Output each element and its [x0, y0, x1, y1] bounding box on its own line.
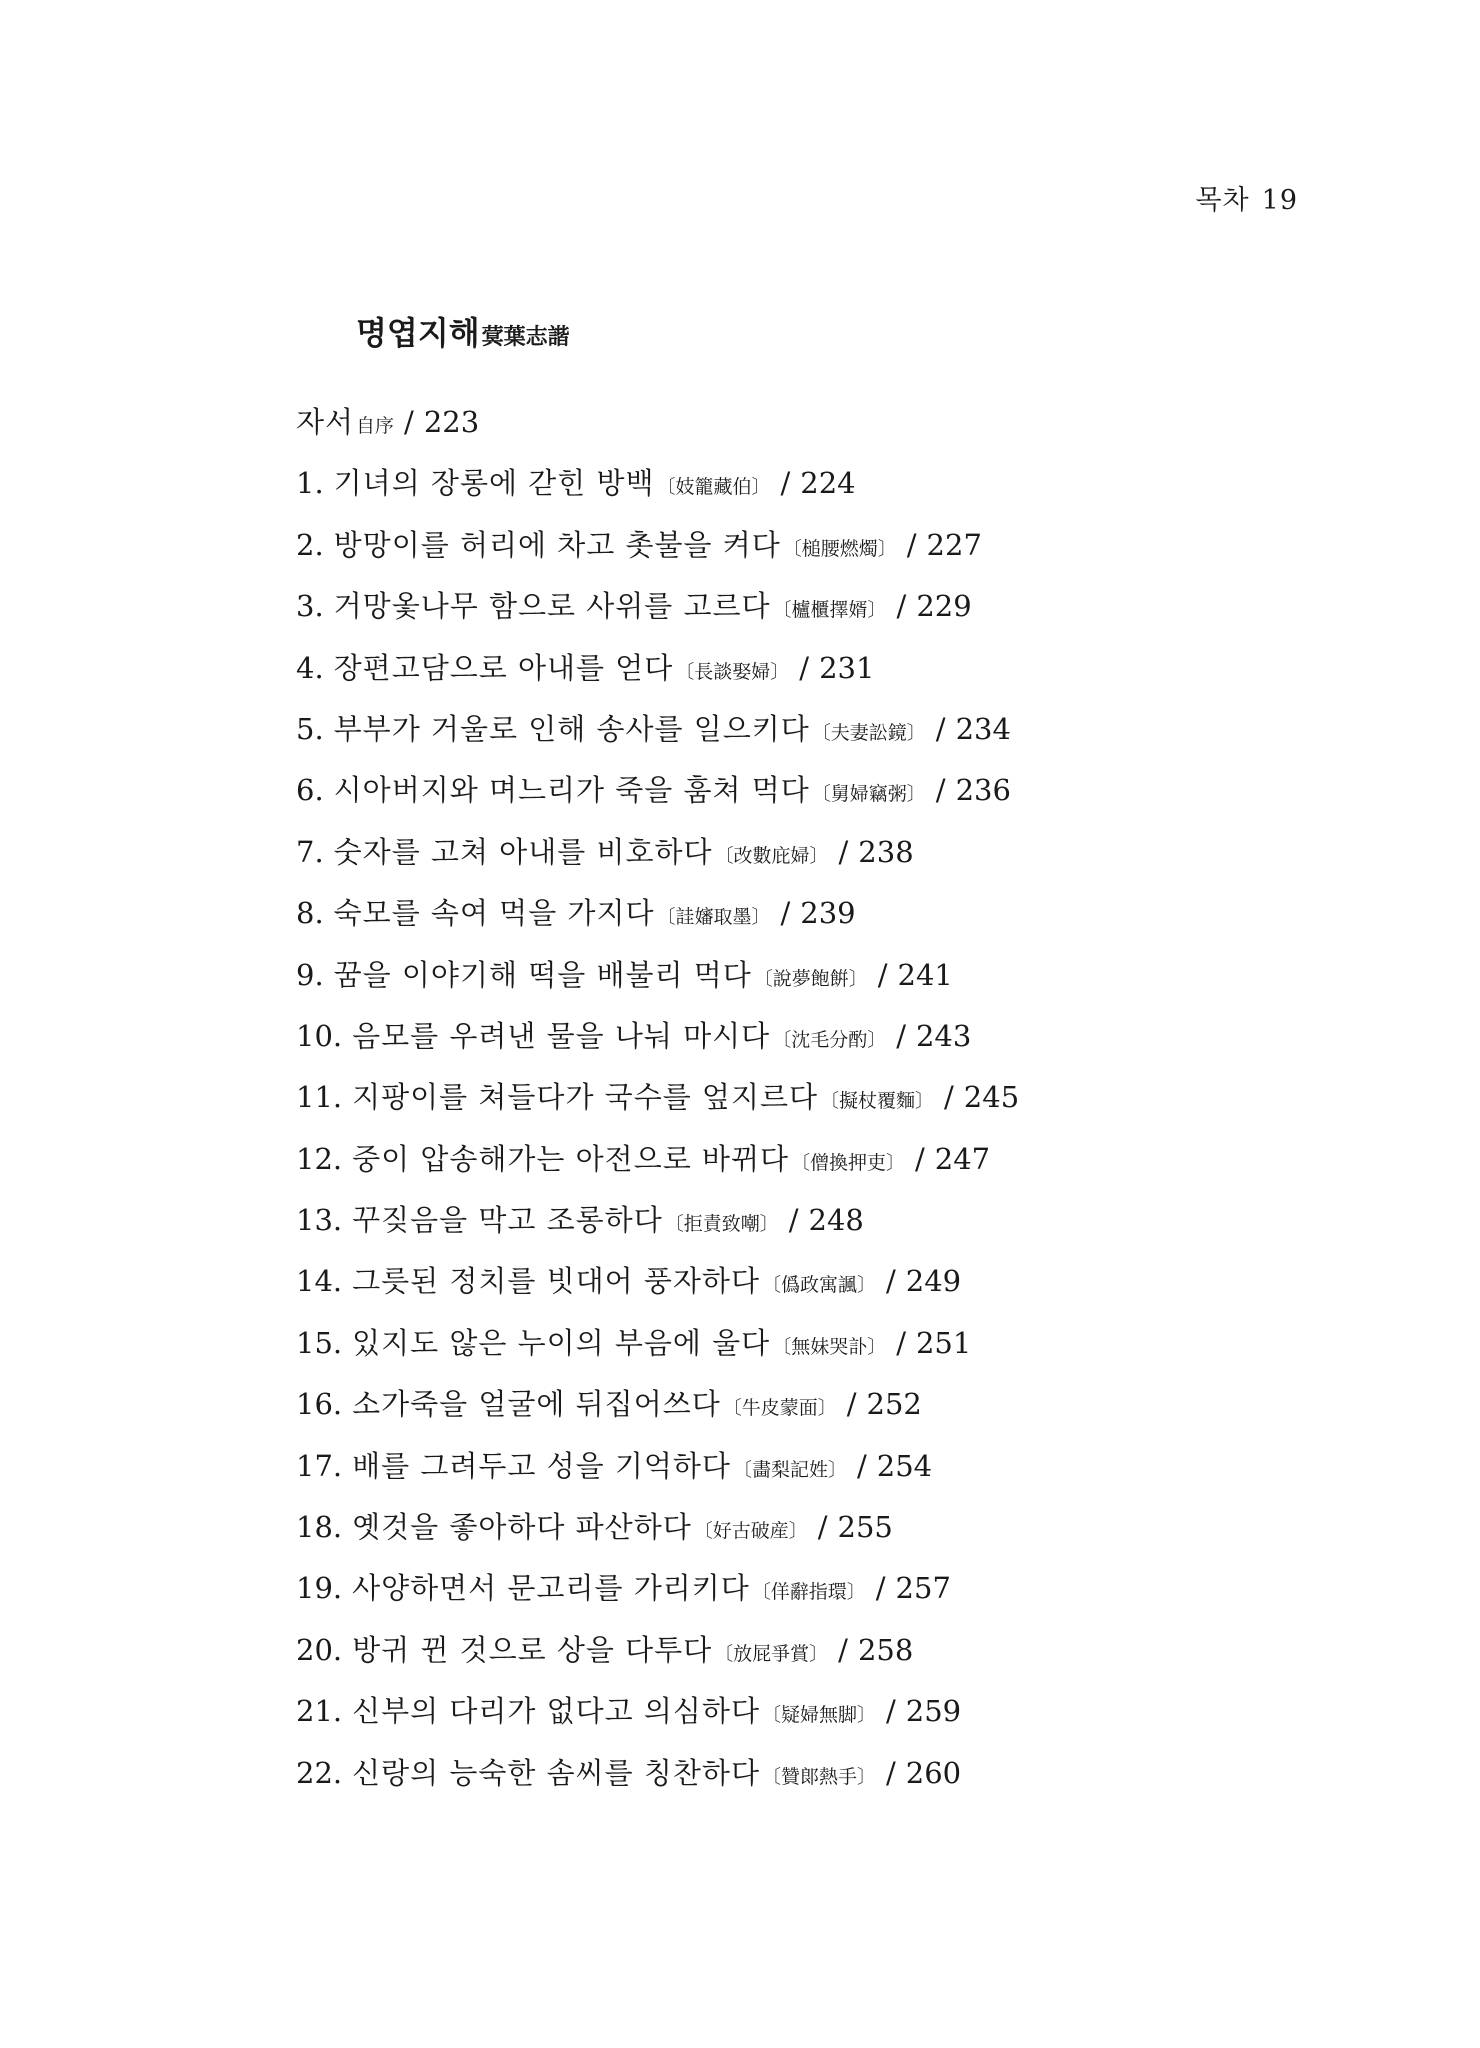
toc-entry-separator: / [780, 466, 791, 501]
toc-entry-separator: / [935, 711, 946, 746]
toc-entry-separator: / [838, 1632, 848, 1667]
toc-entry [296, 1374, 1019, 1435]
toc-entry-number: 7. [296, 834, 324, 869]
toc-entry-hanja: 〔妓籠藏伯〕 [656, 476, 771, 499]
toc-entry-page: 241 [897, 957, 953, 992]
toc-entry-page: 257 [895, 1571, 951, 1606]
toc-entry-title: 중이 압송해가는 아전으로 바뀌다 [352, 1141, 789, 1176]
toc-entry-number: 18. [296, 1510, 343, 1545]
toc-entry-separator: / [780, 896, 791, 931]
toc-entry-title: 꿈을 이야기해 떡을 배불리 먹다 [333, 957, 752, 992]
toc-entry-page: 258 [857, 1632, 914, 1667]
toc-entry-page: 245 [963, 1080, 1020, 1115]
toc-entry [296, 1129, 1019, 1190]
toc-entry [296, 883, 1019, 944]
toc-entry-separator: / [404, 405, 414, 439]
toc-entry-page: 227 [926, 527, 982, 562]
toc-entry-page: 259 [905, 1694, 962, 1729]
toc-entry-separator: / [799, 650, 810, 685]
running-head-label: 목차 [1195, 185, 1250, 216]
toc-entry-separator: / [838, 834, 849, 869]
toc-entry-separator: / [856, 1448, 867, 1483]
toc-entry-page: 223 [423, 405, 480, 439]
toc-entry-separator: / [877, 957, 888, 992]
toc-entry-page: 243 [915, 1018, 972, 1053]
toc-entry-hanja: 〔舅婦竊粥〕 [811, 783, 926, 806]
toc-entry-page: 236 [955, 773, 1011, 808]
toc-entry-number: 9. [296, 957, 324, 992]
toc-entry-page: 229 [916, 589, 972, 624]
toc-entry-title: 부부가 거울로 인해 송사를 일으키다 [333, 711, 810, 746]
toc-entry-number: 11. [296, 1080, 343, 1115]
toc-entry [296, 1743, 1019, 1804]
toc-entry [296, 699, 1019, 760]
toc-entry [296, 1313, 1019, 1374]
toc-entry-separator: / [935, 773, 946, 808]
toc-entry-title: 꾸짖음을 막고 조롱하다 [352, 1203, 663, 1238]
toc-entry [296, 638, 1019, 699]
toc-entry-title: 소가죽을 얼굴에 뒤집어쓰다 [352, 1387, 721, 1422]
toc-entry-separator: / [817, 1510, 828, 1545]
toc-entry-number: 20. [296, 1632, 343, 1667]
toc-entry-title: 옛것을 좋아하다 파산하다 [352, 1510, 692, 1545]
toc-entry-title: 신부의 다리가 없다고 의심하다 [352, 1694, 760, 1729]
toc-entry [296, 945, 1019, 1006]
toc-entry-number: 10. [296, 1018, 343, 1053]
toc-entry [296, 1681, 1019, 1742]
toc-entry-page: 224 [800, 466, 856, 501]
toc-entry-title: 거망옻나무 함으로 사위를 고르다 [333, 589, 771, 624]
toc-entry-separator: / [885, 1694, 896, 1729]
toc-entry-separator: / [846, 1387, 857, 1422]
toc-entry-number: 17. [296, 1448, 343, 1483]
page-number: 19 [1261, 185, 1298, 216]
toc-entry-hanja: 〔好古破産〕 [693, 1520, 808, 1543]
toc-entry-title: 숙모를 속여 먹을 가지다 [333, 896, 655, 931]
toc-entry-hanja: 〔疑婦無脚〕 [761, 1704, 876, 1727]
toc-entry-hanja: 〔拒責致嘲〕 [664, 1213, 779, 1236]
toc-entry [296, 1006, 1019, 1067]
toc-entry [296, 515, 1019, 576]
toc-entry-page: 255 [837, 1510, 893, 1545]
toc-entry-title: 그릇된 정치를 빗대어 풍자하다 [352, 1264, 760, 1299]
running-head [1195, 178, 1298, 217]
toc-entry [296, 760, 1019, 821]
toc-entry-separator: / [885, 1755, 896, 1790]
toc-entry-separator: / [885, 1264, 896, 1299]
toc-entry [296, 1620, 1019, 1681]
toc-entry-hanja: 〔佯辭指環〕 [751, 1581, 866, 1604]
toc-entry-title: 자서 [296, 405, 355, 439]
toc-entry-page: 249 [905, 1264, 962, 1299]
toc-entry-hanja: 〔說夢飽餠〕 [753, 967, 868, 990]
toc-entry-separator: / [896, 1325, 906, 1360]
toc-entry-hanja: 〔沈毛分酌〕 [772, 1028, 887, 1051]
toc-entry-page: 252 [866, 1387, 922, 1422]
toc-entry-number: 8. [296, 896, 324, 931]
toc-entry-page: 239 [800, 896, 856, 931]
toc-entry [296, 453, 1019, 514]
toc-entry-separator: / [944, 1080, 954, 1115]
toc-entry [296, 392, 1019, 453]
toc-entry [296, 822, 1019, 883]
toc-entry-title: 신랑의 능숙한 솜씨를 칭찬하다 [352, 1755, 760, 1790]
toc-entry-number: 14. [296, 1264, 343, 1299]
toc-entry-title: 시아버지와 며느리가 죽을 훔쳐 먹다 [333, 773, 810, 808]
toc-entry-separator: / [896, 589, 907, 624]
toc-entry-number: 12. [296, 1141, 343, 1176]
toc-entry-hanja: 〔贊郞熱手〕 [761, 1765, 876, 1788]
toc-entry-title: 있지도 않은 누이의 부음에 울다 [352, 1325, 771, 1360]
toc-entry-hanja: 〔擬杖覆麵〕 [820, 1090, 935, 1113]
toc-entry-page: 238 [858, 834, 914, 869]
toc-entry-title: 지팡이를 쳐들다가 국수를 엎지르다 [352, 1080, 818, 1115]
toc-entry-hanja: 〔槌腰燃燭〕 [782, 537, 897, 560]
toc-entry-number: 3. [296, 589, 324, 624]
toc-entry-separator: / [906, 527, 917, 562]
toc-entry-hanja: 〔僞政寓諷〕 [761, 1274, 876, 1297]
toc-entry-page: 234 [955, 711, 1011, 746]
toc-entry-hanja: 〔改數庇婦〕 [714, 844, 829, 867]
toc-entry-page: 254 [876, 1448, 933, 1483]
toc-entry-hanja: 〔放屁爭賞〕 [714, 1642, 829, 1665]
toc-entry [296, 1497, 1019, 1558]
toc-entry-number: 2. [296, 527, 324, 562]
toc-entry-hanja: 〔長談娶婦〕 [675, 660, 790, 683]
toc-entry-page: 260 [905, 1755, 962, 1790]
toc-entry-number: 22. [296, 1755, 343, 1790]
toc-entry [296, 1436, 1019, 1497]
toc-entry-title: 기녀의 장롱에 갇힌 방백 [333, 466, 655, 501]
toc-entry-hanja: 〔畵梨記姓〕 [732, 1458, 847, 1481]
toc-entry-number: 1. [296, 466, 324, 501]
section-title [356, 308, 570, 354]
toc-entry-number: 21. [296, 1694, 343, 1729]
toc-entry-hanja: 〔夫妻訟鏡〕 [811, 721, 926, 744]
toc-entry-page: 251 [915, 1325, 972, 1360]
toc-entry-page: 247 [934, 1141, 991, 1176]
toc-entry-hanja: 〔櫨櫃擇婿〕 [772, 599, 887, 622]
toc-entry-number: 16. [296, 1387, 343, 1422]
toc-entry-number: 19. [296, 1571, 343, 1606]
toc-entry-title: 방망이를 허리에 차고 촛불을 켜다 [333, 527, 781, 562]
toc-entry-title: 장편고담으로 아내를 얻다 [333, 650, 674, 685]
toc-entry [296, 1558, 1019, 1619]
table-of-contents [296, 392, 1019, 1804]
toc-entry-separator: / [875, 1571, 886, 1606]
toc-entry-page: 231 [819, 650, 875, 685]
section-title-korean: 명엽지해 [356, 314, 480, 352]
toc-entry-hanja: 〔詿嬸取墨〕 [656, 906, 771, 929]
toc-entry [296, 1067, 1019, 1128]
toc-entry-number: 5. [296, 711, 324, 746]
toc-entry-separator: / [896, 1018, 906, 1053]
toc-entry-hanja: 〔牛皮蒙面〕 [722, 1397, 837, 1420]
toc-entry-title: 배를 그려두고 성을 기억하다 [352, 1448, 731, 1483]
toc-entry-hanja: 〔無妹哭訃〕 [772, 1335, 887, 1358]
toc-entry-hanja: 自序 [356, 415, 395, 437]
toc-entry-title: 사양하면서 문고리를 가리키다 [352, 1571, 750, 1606]
toc-entry-title: 방귀 뀐 것으로 상을 다투다 [352, 1632, 713, 1667]
toc-entry-hanja: 〔僧換押吏〕 [790, 1151, 905, 1174]
toc-entry-title: 숫자를 고쳐 아내를 비호하다 [333, 834, 713, 869]
toc-entry-number: 15. [296, 1325, 343, 1360]
toc-entry [296, 1190, 1019, 1251]
toc-entry-separator: / [915, 1141, 925, 1176]
toc-entry-number: 13. [296, 1203, 343, 1238]
toc-entry [296, 576, 1019, 637]
toc-entry-page: 248 [808, 1203, 864, 1238]
toc-entry [296, 1251, 1019, 1312]
section-title-hanja: 蓂葉志諧 [481, 325, 570, 350]
toc-entry-title: 음모를 우려낸 물을 나눠 마시다 [352, 1018, 771, 1053]
toc-entry-separator: / [788, 1203, 799, 1238]
toc-entry-number: 6. [296, 773, 324, 808]
toc-entry-number: 4. [296, 650, 324, 685]
